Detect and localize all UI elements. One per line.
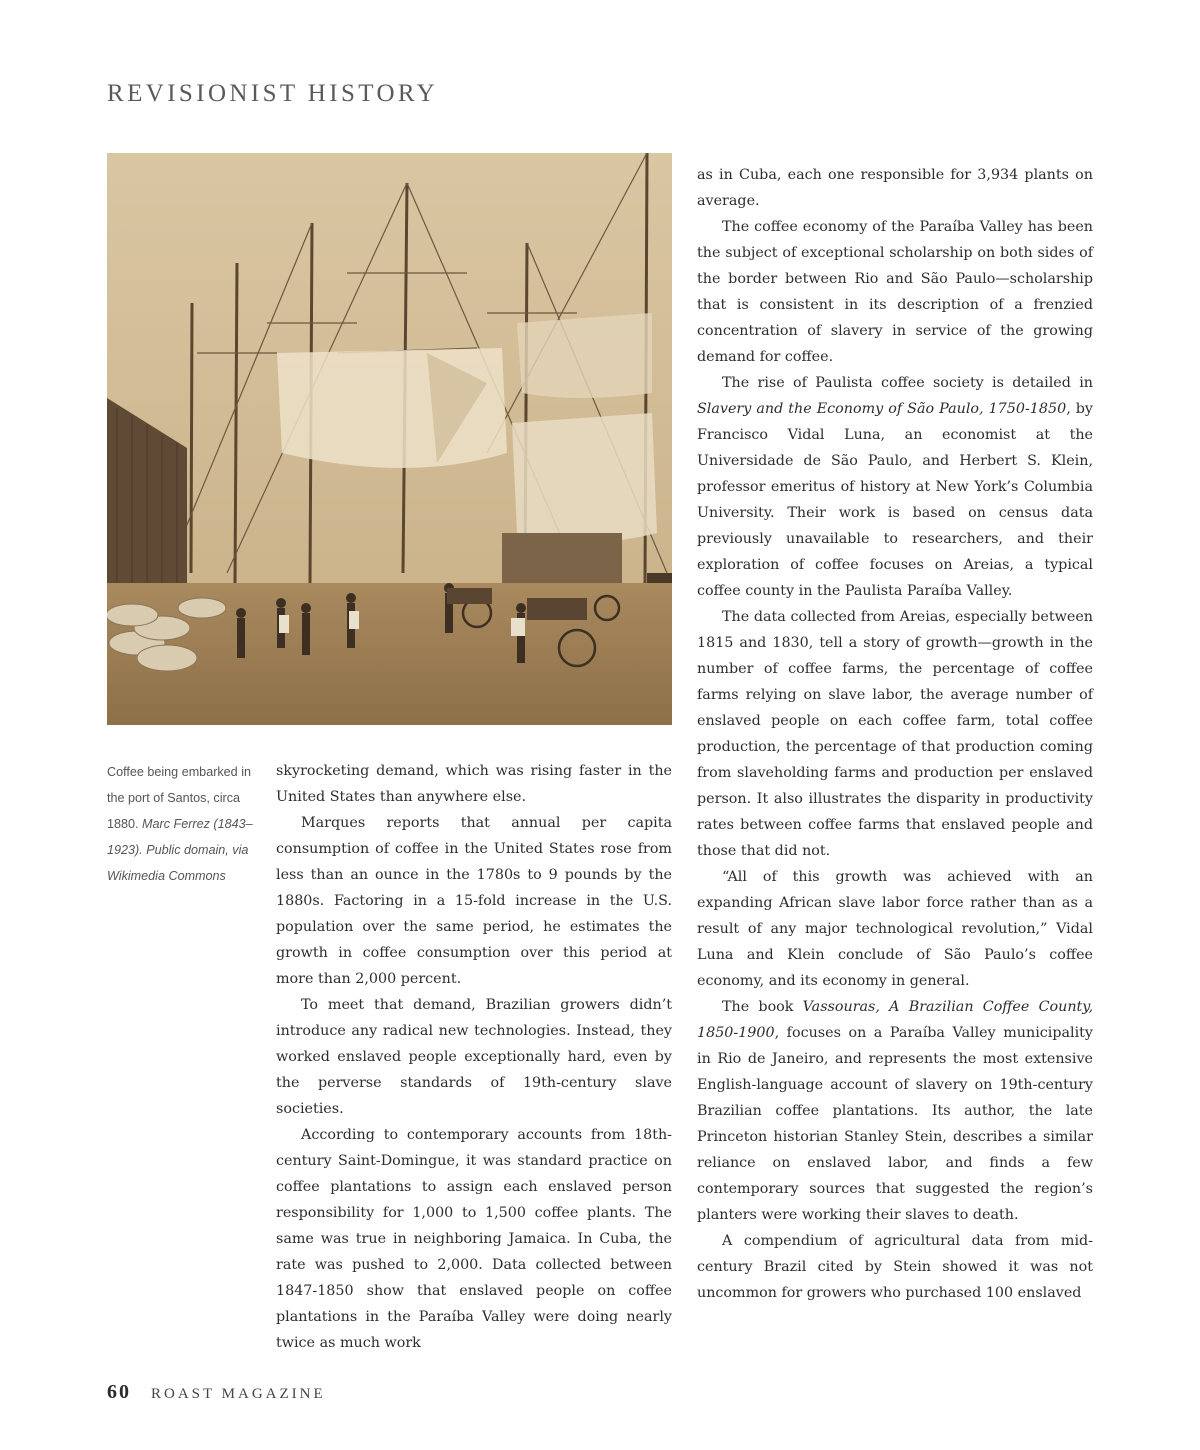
paragraph-text: , by Francisco Vidal Luna, an economist at the Universidade de São Paulo, and Herbert S. Klein, professor emeritus of history at New York’s Columbia University. Their work is based on census data previously unavailable to researchers, and their exploration of coffee focuses on Areias, a typical coffee county in the Paulista Paraíba Valley. [697, 401, 1093, 599]
magazine-name: ROAST MAGAZINE [151, 1386, 326, 1402]
caption-credit: Marc Ferrez (1843–1923). Public domain, via Wikimedia Commons [107, 817, 253, 883]
historic-port-photo [107, 153, 672, 725]
paragraph: The data collected from Areias, especially between 1815 and 1830, tell a story of growth—growth in the number of coffee farms, the percentage of coffee farms relying on slave labor, the average number of enslaved people on each coffee farm, total coffee production, the percentage of that production coming from slaveholding farms and production per enslaved person. It also illustrates the disparity in productivity rates between coffee farms that enslaved people and those that did not. [697, 609, 1093, 859]
paragraph-text: , focuses on a Paraíba Valley municipality in Rio de Janeiro, and represents the most extensive English-language account of slavery on 19th-century Brazilian coffee plantations. Its author, the late Princeton historian Stanley Stein, describes a similar reliance on enslaved labor, and finds a few contemporary sources that suggested the region’s planters were working their slaves to death. [697, 1025, 1093, 1223]
article-column-right [697, 162, 1093, 1306]
paragraph: According to contemporary accounts from 18th-century Saint-Domingue, it was standard practice on coffee plantations to assign each enslaved person responsibility for 1,000 to 1,500 coffee plants. The same was true in neighboring Jamaica. In Cuba, the rate was pushed to 2,000. Data collected between 1847-1850 show that enslaved people on coffee plantations in the Paraíba Valley were doing nearly twice as much work [276, 1127, 672, 1351]
article-column-middle [276, 758, 672, 1356]
paragraph: “All of this growth was achieved with an expanding African slave labor force rather than as a result of any major technological revolution,” Vidal Luna and Klein conclude of São Paulo’s coffee economy, and its economy in general. [697, 869, 1093, 989]
paragraph: as in Cuba, each one responsible for 3,934 plants on average. [697, 167, 1093, 209]
paragraph: Marques reports that annual per capita consumption of coffee in the United States rose from less than an ounce in the 1780s to 9 pounds by the 1880s. Factoring in a 15-fold increase in the U.S. population over the same period, he estimates the growth in coffee consumption over this period at more than 2,000 percent. [276, 815, 672, 987]
paragraph: A compendium of agricultural data from mid-century Brazil cited by Stein showed it was not uncommon for growers who purchased 100 enslaved [697, 1233, 1093, 1301]
paragraph: skyrocketing demand, which was rising faster in the United States than anywhere else. [276, 763, 672, 805]
page-number: 60 [107, 1381, 131, 1403]
book-title: Slavery and the Economy of São Paulo, 1750-1850 [697, 401, 1067, 417]
page-footer [107, 1381, 326, 1404]
historic-port-photo-icon [107, 153, 672, 725]
paragraph: To meet that demand, Brazilian growers didn’t introduce any radical new technologies. Instead, they worked enslaved people exceptionally hard, even by the perverse standards of 19th-century slave societies. [276, 997, 672, 1117]
book-title: Vassouras, A Brazilian Coffee County, 1850-1900 [697, 999, 1093, 1041]
paragraph: The coffee economy of the Paraíba Valley has been the subject of exceptional scholarship on both sides of the border between Rio and São Paulo—scholarship that is consistent in its description of a frenzied concentration of slavery in service of the growing demand for coffee. [697, 219, 1093, 365]
paragraph [697, 994, 1093, 1228]
paragraph-text: The book [722, 999, 803, 1015]
paragraph [697, 370, 1093, 604]
caption-text: Coffee being embarked in the port of Santos, circa 1880. [107, 765, 251, 831]
paragraph-text: The rise of Paulista coffee society is detailed in [722, 375, 1093, 391]
photo-caption [107, 759, 257, 889]
section-title: REVISIONIST HISTORY [107, 80, 439, 107]
